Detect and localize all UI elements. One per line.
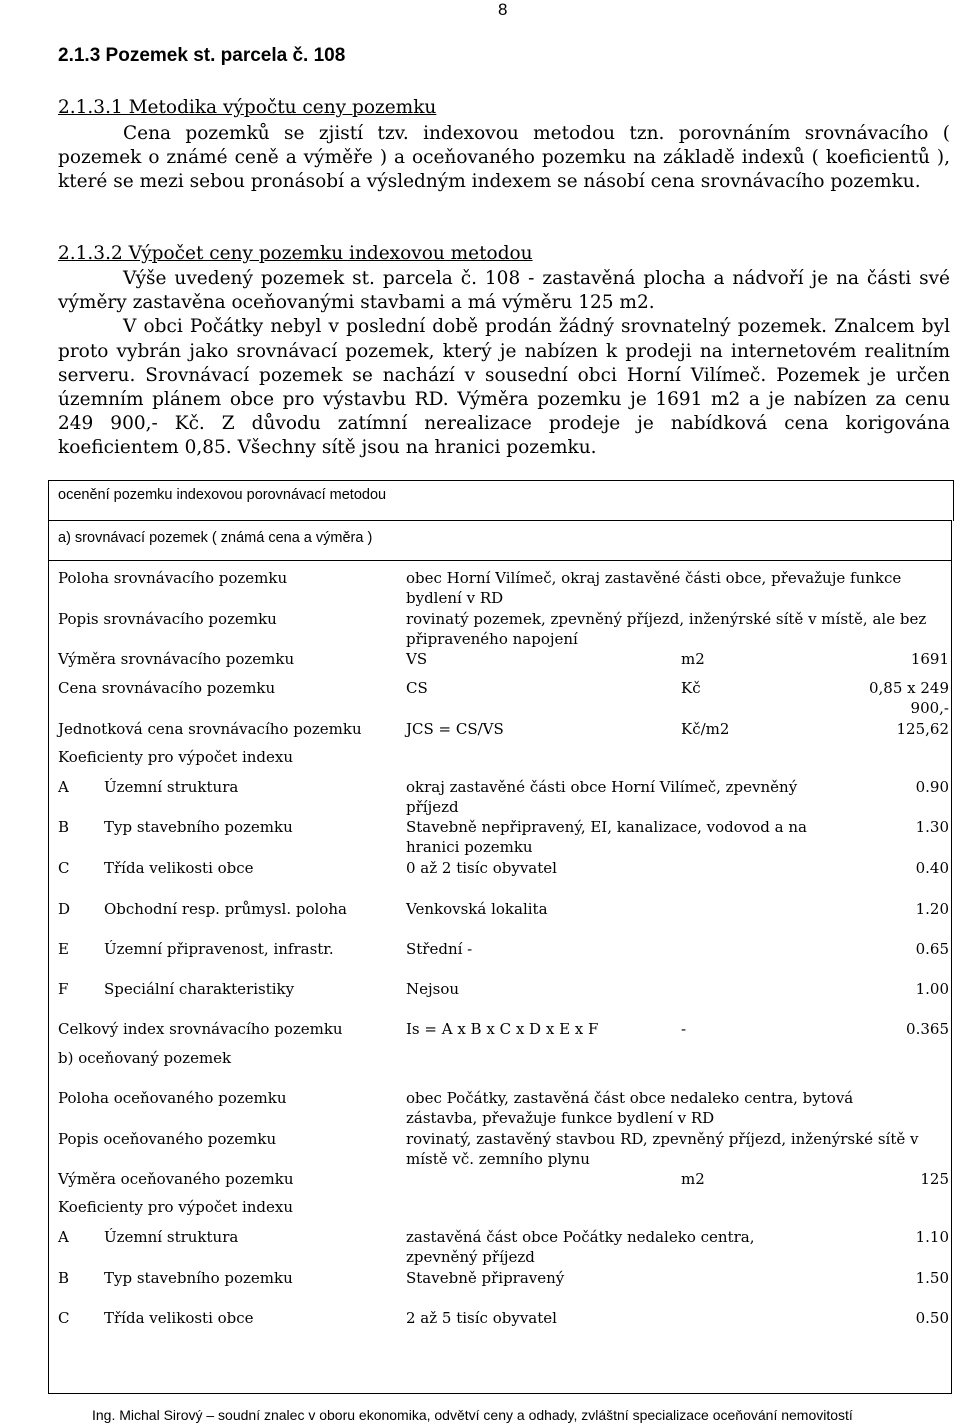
method-text: Cena pozemků se zjistí tzv. indexovou metodou tzn. porovnáním srovnávacího ( pozemek o známé ceně a výměře ) a oceňovaného pozemku na základě indexů ( koeficientů ), které se mezi sebou pronásobí a výsledným indexem se násobí cena srovnávacího pozemku. [58, 123, 950, 193]
val-coef-desc: 2 až 5 tisíc obyvatel [406, 1309, 557, 1327]
comp-unit-price-value: 125,62 [896, 720, 949, 738]
comp-location-label: Poloha srovnávacího pozemku [58, 569, 288, 587]
comp-coef-desc: okraj zastavěné části obce Horní Vilímeč, zpevněný příjezd [406, 778, 798, 816]
comp-area-value: 1691 [910, 650, 949, 668]
val-area-value: 125 [920, 1170, 949, 1188]
calc-paragraph [58, 267, 950, 461]
comp-coef-name: Třída velikosti obce [104, 859, 254, 877]
comp-coef-name: Územní struktura [104, 778, 239, 796]
valuation-box-title: ocenění pozemku indexovou porovnávací metodou [58, 487, 387, 503]
comp-coef-name: Územní připravenost, infrastr. [104, 940, 334, 958]
comp-area-unit: m2 [681, 650, 705, 668]
comp-coef-desc: Nejsou [406, 980, 460, 998]
val-area-unit: m2 [681, 1170, 705, 1188]
calc-heading: 2.1.3.2 Výpočet ceny pozemku indexovou metodou [58, 243, 533, 264]
val-coef-value: 1.50 [915, 1269, 949, 1287]
divider [49, 560, 951, 561]
comp-coef-letter: B [58, 818, 70, 836]
comp-coef-value: 1.30 [915, 818, 949, 836]
section-b-title: b) oceňovaný pozemek [58, 1049, 232, 1067]
comp-location-value: obec Horní Vilímeč, okraj zastavěné části obce, převažuje funkce bydlení v RD [406, 569, 902, 607]
val-coef-desc: Stavebně připravený [406, 1269, 565, 1287]
comp-coef-value: 0.90 [915, 778, 949, 796]
comp-coef-desc: Venkovská lokalita [406, 900, 548, 918]
comp-coef-desc: Stavebně nepřipravený, EI, kanalizace, vodovod a na hranici pozemku [406, 818, 807, 856]
val-coef-letter: C [58, 1309, 70, 1327]
comp-coef-letter: C [58, 859, 70, 877]
comp-coef-label: Koeficienty pro výpočet indexu [58, 748, 294, 766]
val-coef-letter: B [58, 1269, 70, 1287]
comp-desc-value: rovinatý pozemek, zpevněný příjezd, inženýrské sítě v místě, ale bez připraveného napojení [406, 610, 927, 648]
comp-price-label: Cena srovnávacího pozemku [58, 679, 276, 697]
page-number: 8 [498, 0, 508, 19]
comp-coef-value: 0.65 [915, 940, 949, 958]
comp-coef-letter: E [58, 940, 69, 958]
val-desc-value: rovinatý, zastavěný stavbou RD, zpevněný příjezd, inženýrské sítě v místě vč. zemního plynu [406, 1130, 919, 1168]
comp-unit-price-formula: JCS = CS/VS [406, 720, 504, 738]
method-paragraph [58, 122, 950, 195]
comp-price-unit: Kč [681, 679, 701, 697]
val-desc-label: Popis oceňovaného pozemku [58, 1130, 277, 1148]
valuation-box-header [48, 480, 954, 521]
method-heading: 2.1.3.1 Metodika výpočtu ceny pozemku [58, 97, 437, 118]
val-area-label: Výměra oceňovaného pozemku [58, 1170, 294, 1188]
comp-coef-name: Typ stavebního pozemku [104, 818, 293, 836]
val-coef-name: Typ stavebního pozemku [104, 1269, 293, 1287]
comp-coef-value: 1.00 [915, 980, 949, 998]
total-index-label: Celkový index srovnávacího pozemku [58, 1020, 343, 1038]
comp-coef-value: 0.40 [915, 859, 949, 877]
comp-coef-letter: F [58, 980, 69, 998]
calc-text-1: Výše uvedený pozemek st. parcela č. 108 - zastavěná plocha a nádvoří je na části své výměry zastavěna oceňovanými stavbami a má výměru 125 m2. [58, 268, 950, 314]
val-coef-desc: zastavěná část obce Počátky nedaleko centra, zpevněný příjezd [406, 1228, 755, 1266]
val-coef-value: 1.10 [915, 1228, 949, 1246]
val-location-value: obec Počátky, zastavěná část obce nedaleko centra, bytová zástavba, převažuje funkce bydlení v RD [406, 1089, 854, 1127]
comp-coef-value: 1.20 [915, 900, 949, 918]
total-index-dash: - [681, 1020, 687, 1038]
comp-unit-price-unit: Kč/m2 [681, 720, 730, 738]
comp-area-symbol: VS [406, 650, 428, 668]
section-a-title: a) srovnávací pozemek ( známá cena a výměra ) [58, 530, 373, 546]
comp-coef-name: Obchodní resp. průmysl. poloha [104, 900, 347, 918]
val-coef-value: 0.50 [915, 1309, 949, 1327]
comp-price-value-2: 900,- [910, 699, 949, 717]
val-coef-name: Třída velikosti obce [104, 1309, 254, 1327]
val-coef-label: Koeficienty pro výpočet indexu [58, 1198, 294, 1216]
comp-desc-label: Popis srovnávacího pozemku [58, 610, 277, 628]
total-index-formula: Is = A x B x C x D x E x F [406, 1020, 599, 1038]
comp-price-value-1: 0,85 x 249 [868, 679, 949, 697]
comp-coef-letter: A [58, 778, 69, 796]
comp-price-symbol: CS [406, 679, 428, 697]
calc-text-2: V obci Počátky nebyl v poslední době prodán žádný srovnatelný pozemek. Znalcem byl proto vybrán jako srovnávací pozemek, který je nabízen k prodeji na internetovém realitním serveru. Srovnávací pozemek se nachází v sousední obci Horní Vilímeč. Pozemek je určen územním plánem obce pro výstavbu RD. Výměra pozemku je 1691 m2 a je nabízen za cenu 249 900,- Kč. Z důvodu zatímní nerealizace prodeje je nabídková cena korigována koeficientem 0,85. Všechny sítě jsou na hranici pozemku. [58, 316, 950, 459]
val-coef-name: Územní struktura [104, 1228, 239, 1246]
section-heading: 2.1.3 Pozemek st. parcela č. 108 [58, 45, 346, 66]
val-location-label: Poloha oceňovaného pozemku [58, 1089, 287, 1107]
comp-coef-desc: 0 až 2 tisíc obyvatel [406, 859, 557, 877]
comp-coef-name: Speciální charakteristiky [104, 980, 295, 998]
val-coef-letter: A [58, 1228, 69, 1246]
comp-unit-price-label: Jednotková cena srovnávacího pozemku [58, 720, 362, 738]
comp-coef-letter: D [58, 900, 71, 918]
page-footer: Ing. Michal Sirový – soudní znalec v oboru ekonomika, odvětví ceny a odhady, zvláštní specializace oceňování nemovitostí [92, 1407, 853, 1423]
total-index-value: 0.365 [906, 1020, 949, 1038]
comp-area-label: Výměra srovnávacího pozemku [58, 650, 295, 668]
valuation-table [48, 520, 952, 1394]
comp-coef-desc: Střední - [406, 940, 473, 958]
